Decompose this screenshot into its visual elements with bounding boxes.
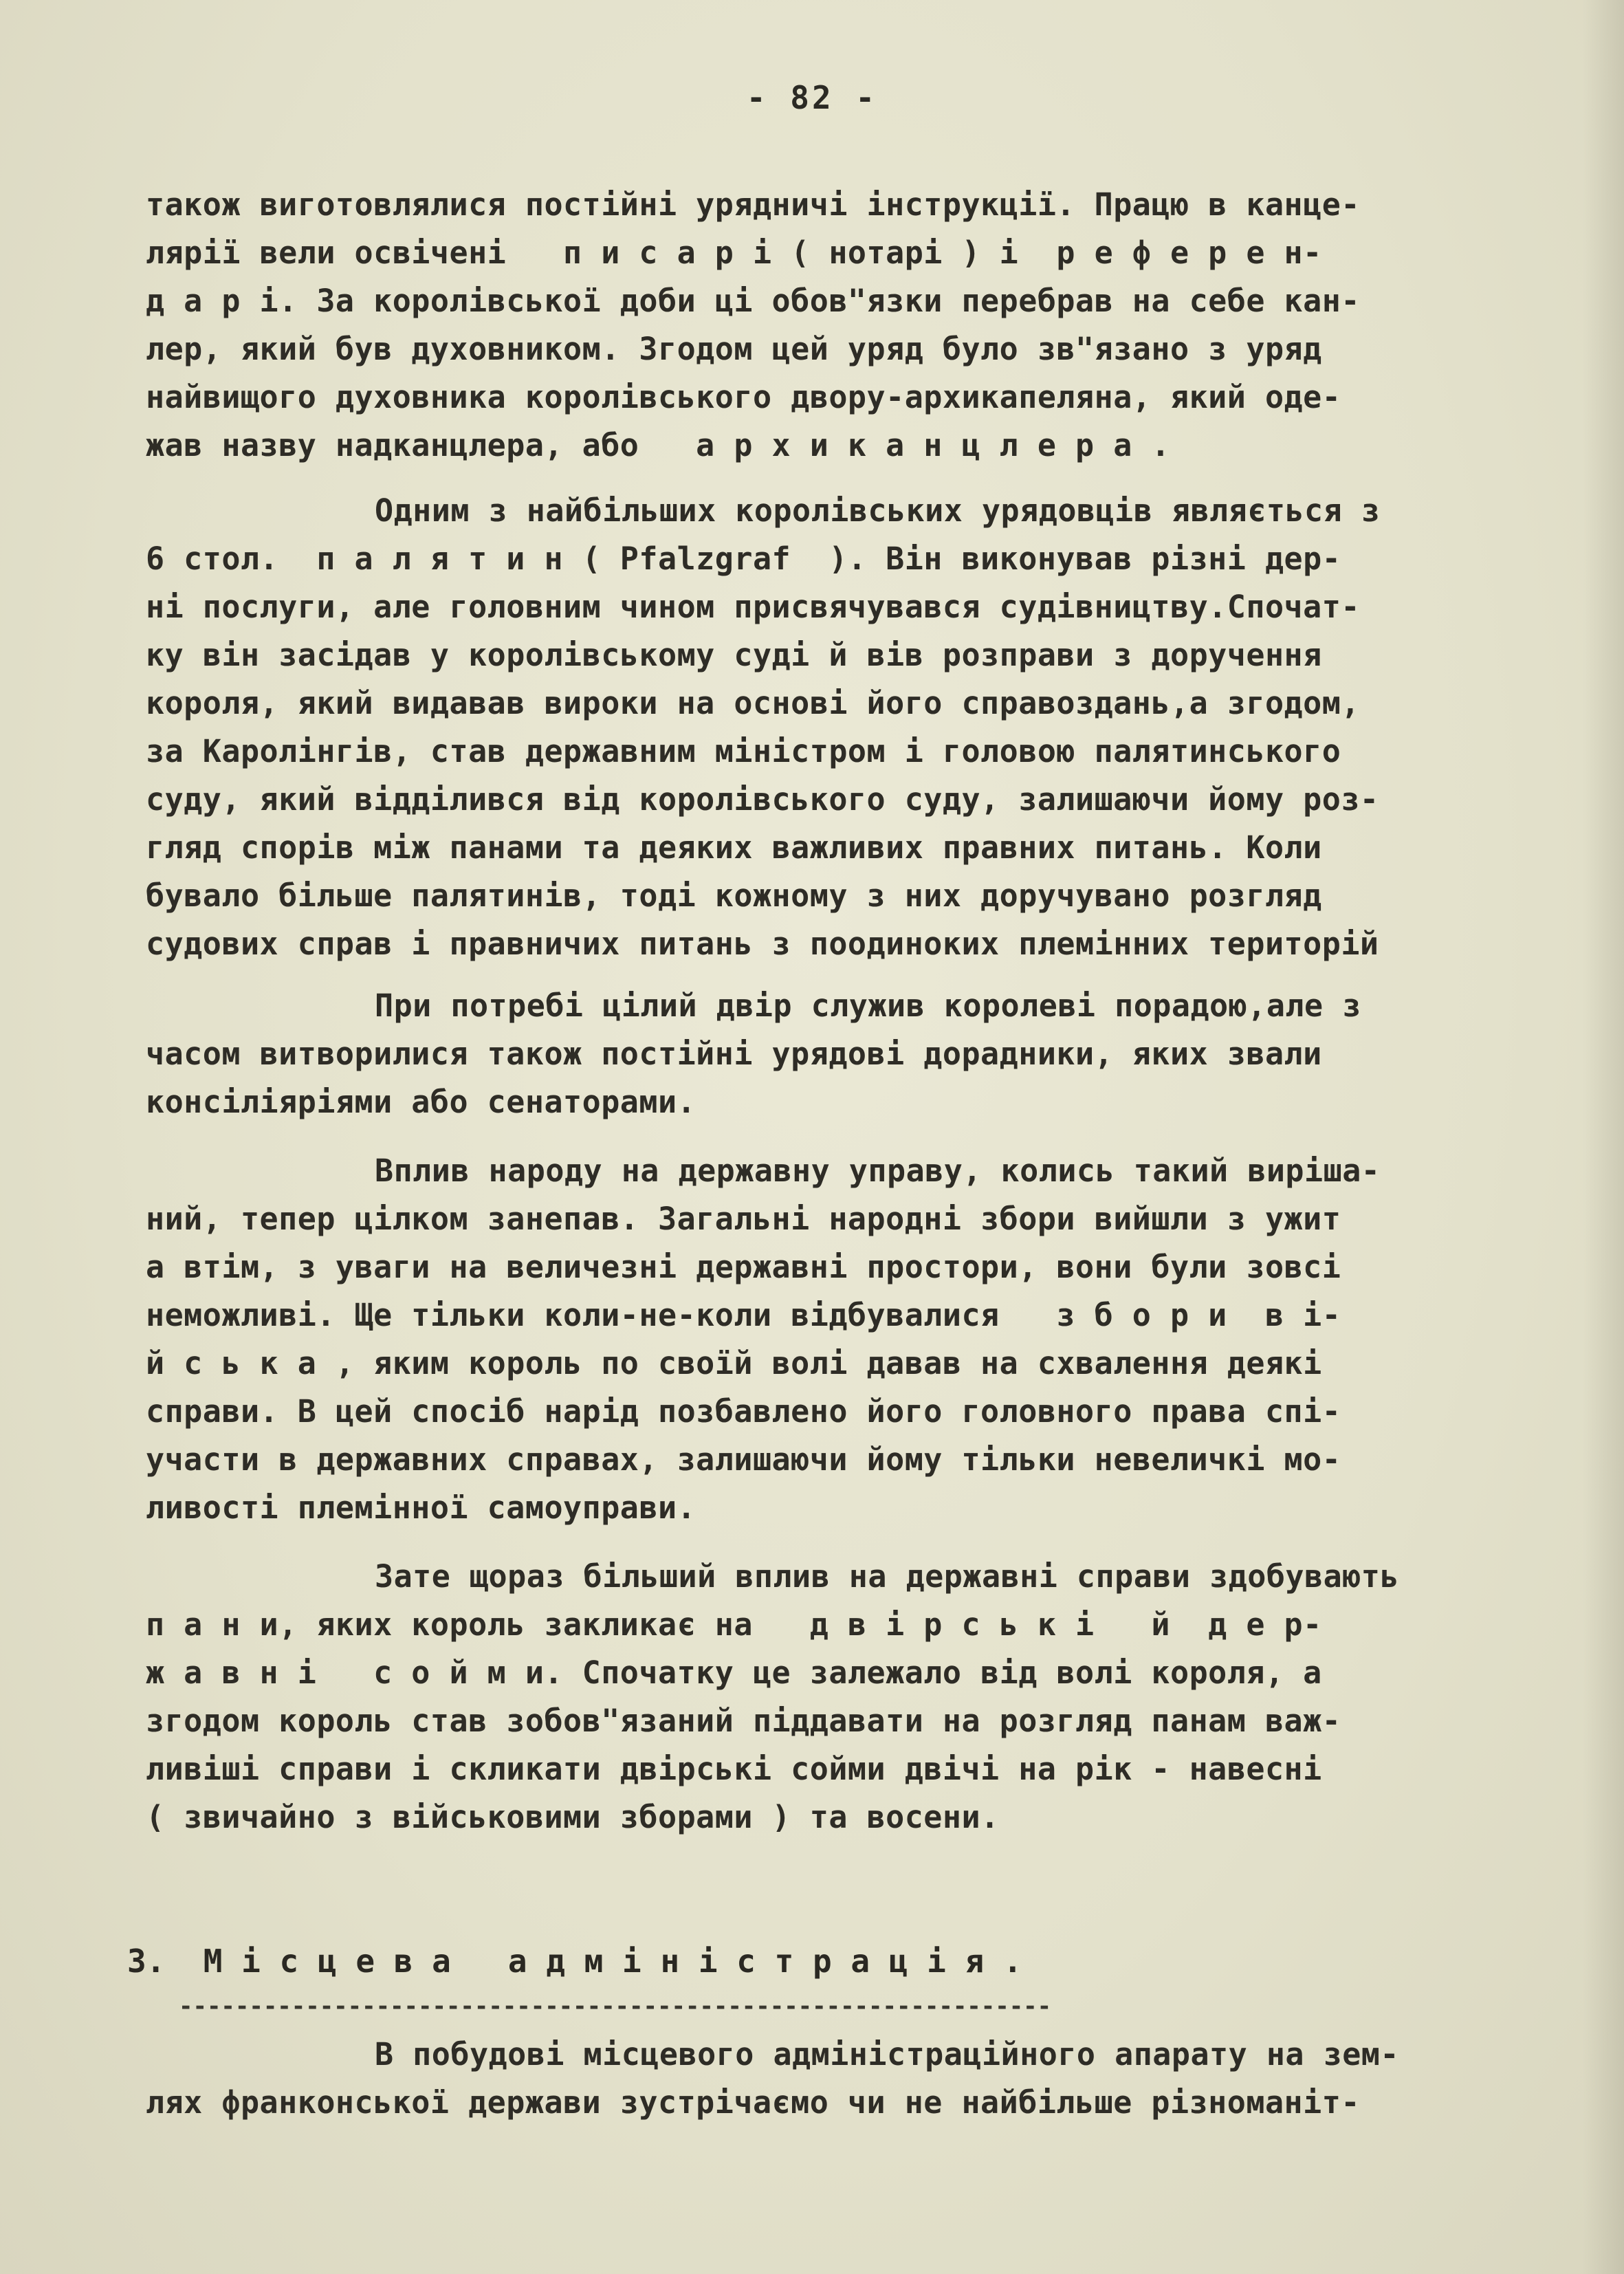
text-line: ( звичайно з військовими зборами ) та восени. — [146, 1799, 1000, 1835]
text-line: Зате щораз більший вплив на державні справи здобувають — [375, 1558, 1399, 1595]
text-line: Одним з найбільших королівських урядовців являється з — [375, 492, 1381, 529]
text-line: часом витворилися також постійні урядові дорадники, яких звали — [146, 1036, 1322, 1072]
section-heading-underline: -------------------------------------------------------------- — [179, 1993, 1052, 2020]
text-line: Вплив народу на державну управу, колись такий виріша- — [375, 1152, 1381, 1189]
text-line: бувало більше палятинів, тоді кожному з них доручувано розгляд — [146, 877, 1322, 914]
text-line: ливості племінної самоуправи. — [146, 1489, 696, 1526]
text-line: В побудові місцевого адміністраційного апарату на зем- — [375, 2036, 1399, 2073]
text-line: 6 стол. п а л я т и н ( Pfalzgraf ). Він виконував різні дер- — [146, 540, 1341, 577]
text-line: короля, який видавав вироки на основі його справоздань,а згодом, — [146, 685, 1360, 721]
text-line: жав назву надканцлера, або а р х и к а н ц л е р а . — [146, 427, 1170, 463]
text-line: за Каролінгів, став державним міністром і головою палятинського — [146, 733, 1341, 769]
text-line: ливіші справи і скликати двірські сойми двічі на рік - навесні — [146, 1751, 1322, 1787]
text-line: д а р і. За королівської доби ці обов"язки перебрав на себе кан- — [146, 283, 1360, 319]
text-line: а втім, з уваги на величезні державні простори, вони були зовсі — [146, 1249, 1341, 1285]
text-line: участи в державних справах, залишаючи йому тільки невеличкі мо- — [146, 1441, 1341, 1478]
text-line: При потребі цілий двір служив королеві порадою,але з — [375, 987, 1361, 1024]
text-line: неможливі. Ще тільки коли-не-коли відбувалися з б о р и в і- — [146, 1297, 1341, 1333]
page-edge-shadow — [1583, 0, 1624, 2274]
text-line: лярії вели освічені п и с а р і ( нотарі ) і р е ф е р е н- — [146, 234, 1322, 271]
text-line: й с ь к а , яким король по своїй волі давав на схвалення деякі — [146, 1345, 1322, 1381]
text-line: лер, який був духовником. Згодом цей уряд було зв"язано з уряд — [146, 331, 1322, 367]
text-line: справи. В цей спосіб нарід позбавлено його головного права спі- — [146, 1393, 1341, 1430]
text-line: згодом король став зобов"язаний піддавати на розгляд панам важ- — [146, 1703, 1341, 1739]
section-heading: 3. М і с ц е в а а д м і н і с т р а ц і я . — [127, 1943, 1022, 1980]
text-line: суду, який відділився від королівського суду, залишаючи йому роз- — [146, 781, 1379, 818]
page-number: - 82 - — [746, 79, 878, 116]
text-line: гляд спорів між панами та деяких важливих правних питань. Коли — [146, 829, 1322, 866]
text-line: п а н и, яких король закликає на д в і р с ь к і й д е р- — [146, 1606, 1322, 1643]
text-line: також виготовлялися постійні урядничі інструкції. Працю в канце- — [146, 186, 1360, 223]
text-line: ж а в н і с о й м и. Спочатку це залежало від волі короля, а — [146, 1654, 1322, 1691]
text-line: ний, тепер цілком занепав. Загальні народні збори вийшли з ужит — [146, 1201, 1341, 1237]
text-line: найвищого духовника королівського двору-архикапеляна, який оде- — [146, 379, 1341, 415]
text-line: консіліяріями або сенаторами. — [146, 1084, 696, 1120]
text-line: судових справ і правничих питань з поодиноких племінних територій — [146, 926, 1379, 962]
text-line: ку він засідав у королівському суді й вів розправи з доручення — [146, 637, 1322, 673]
text-line: ні послуги, але головним чином присвячувався судівництву.Спочат- — [146, 589, 1360, 625]
text-line: лях франконської держави зустрічаємо чи не найбільше різноманіт- — [146, 2084, 1360, 2121]
